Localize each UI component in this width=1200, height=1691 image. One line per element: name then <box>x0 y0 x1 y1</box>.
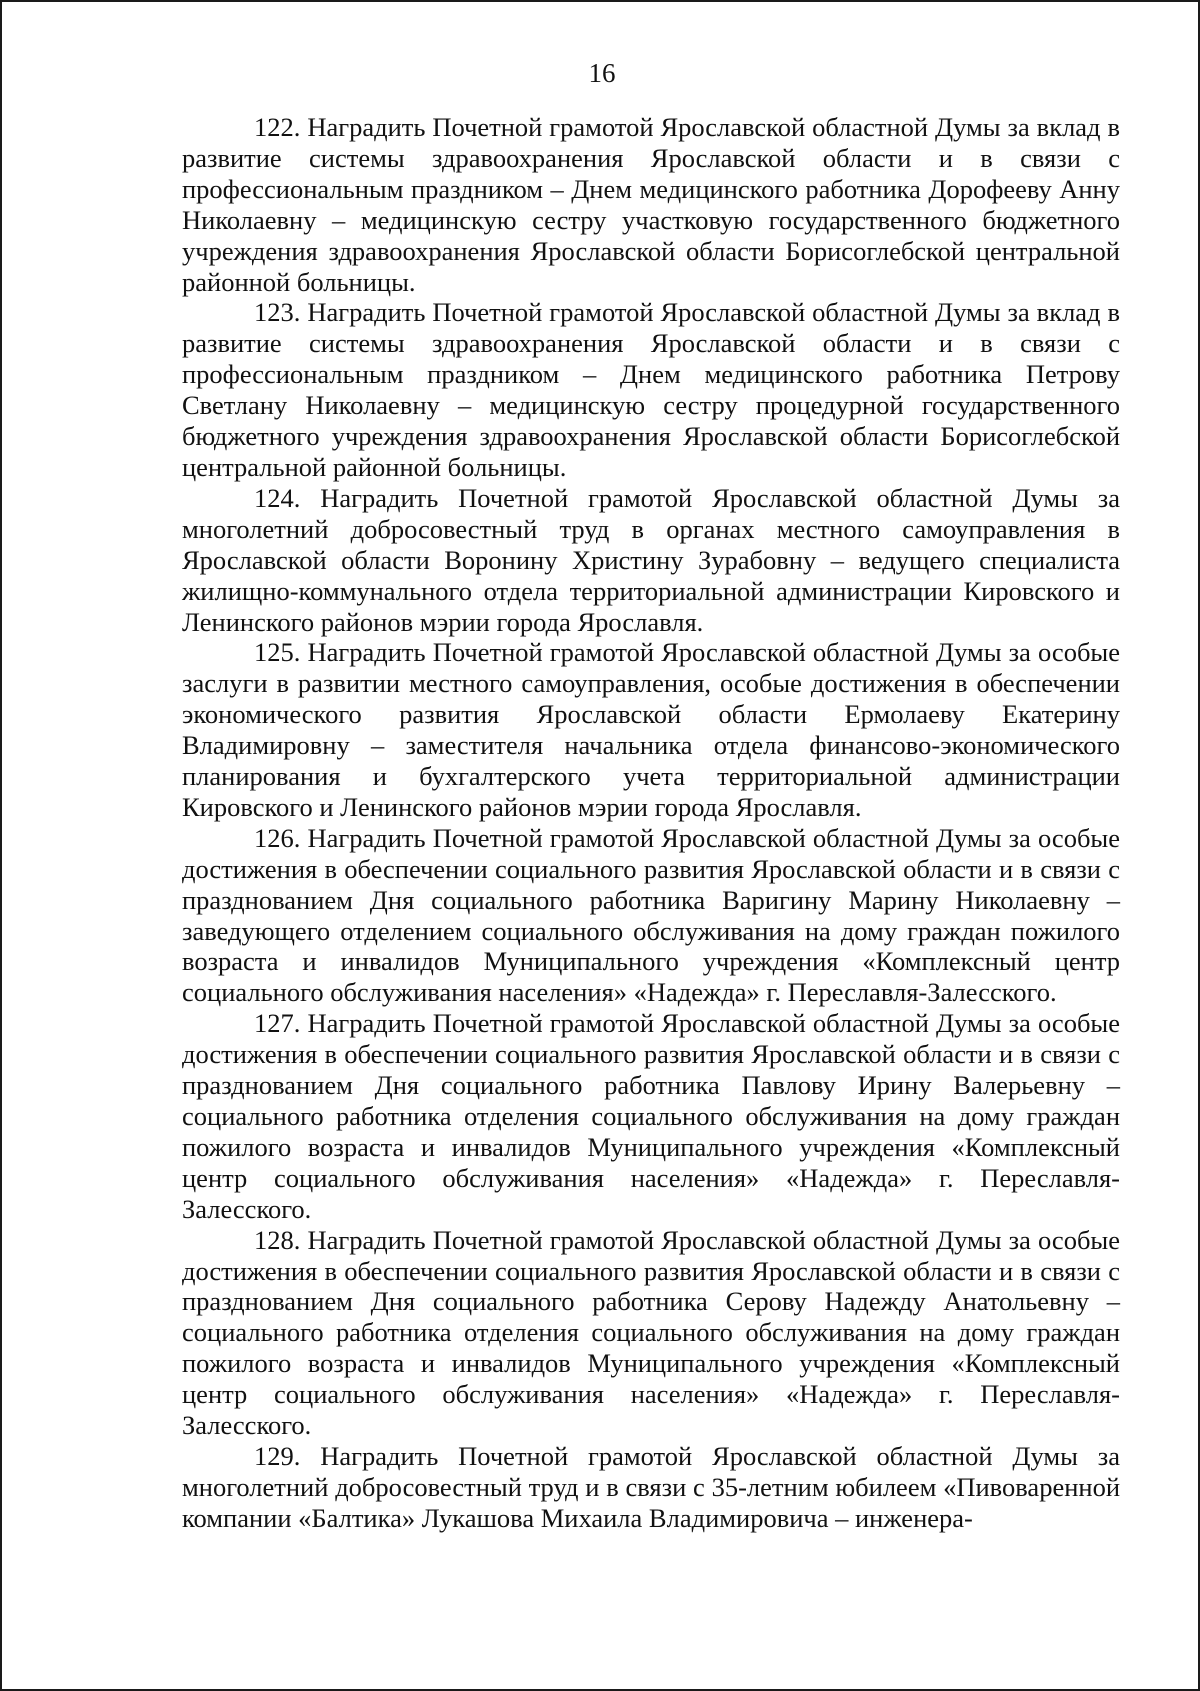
paragraph-128: 128. Наградить Почетной грамотой Ярославской областной Думы за особые достижения в обеспечении социального развития Ярославской области и в связи с празднованием Дня социального работника Серову Надежду Анатольевну – социального работника отделения социального обслуживания на дому граждан пожилого возраста и инвалидов Муниципального учреждения «Комплексный центр социального обслуживания населения» «Надежда» г. Переславля-Залесского. <box>182 1224 1120 1441</box>
paragraph-127: 127. Наградить Почетной грамотой Ярославской областной Думы за особые достижения в обеспечении социального развития Ярославской области и в связи с празднованием Дня социального работника Павлову Ирину Валерьевну – социального работника отделения социального обслуживания на дому граждан пожилого возраста и инвалидов Муниципального учреждения «Комплексный центр социального обслуживания населения» «Надежда» г. Переславля-Залесского. <box>182 1008 1120 1224</box>
paragraph-129: 129. Наградить Почетной грамотой Ярославской областной Думы за многолетний добросовестный труд и в связи с 35-летним юбилеем «Пивоваренной компании «Балтика» Лукашова Михаила Владимировича – инженера- <box>182 1440 1120 1533</box>
paragraph-122: 122. Наградить Почетной грамотой Ярославской областной Думы за вклад в развитие системы здравоохранения Ярославской области и в связи с профессиональным праздником – Днем медицинского работника Дорофееву Анну Николаевну – медицинскую сестру участковую государственного бюджетного учреждения здравоохранения Ярославской области Борисоглебской центральной районной больницы. <box>182 112 1120 297</box>
document-body <box>182 112 1120 1534</box>
paragraph-126: 126. Наградить Почетной грамотой Ярославской областной Думы за особые достижения в обеспечении социального развития Ярославской области и в связи с празднованием Дня социального работника Варигину Марину Николаевну – заведующего отделением социального обслуживания на дому граждан пожилого возраста и инвалидов Муниципального учреждения «Комплексный центр социального обслуживания населения» «Надежда» г. Переславля-Залесского. <box>182 822 1120 1008</box>
paragraph-125: 125. Наградить Почетной грамотой Ярославской областной Думы за особые заслуги в развитии местного самоуправления, особые достижения в обеспечении экономического развития Ярославской области Ермолаеву Екатерину Владимировну – заместителя начальника отдела финансово-экономического планирования и бухгалтерского учета территориальной администрации Кировского и Ленинского районов мэрии города Ярославля. <box>182 637 1120 822</box>
page-number: 16 <box>588 58 616 88</box>
paragraph-124: 124. Наградить Почетной грамотой Ярославской областной Думы за многолетний добросовестный труд в органах местного самоуправления в Ярославской области Воронину Христину Зурабовну – ведущего специалиста жилищно-коммунального отдела территориальной администрации Кировского и Ленинского районов мэрии города Ярославля. <box>182 482 1120 637</box>
paragraph-123: 123. Наградить Почетной грамотой Ярославской областной Думы за вклад в развитие системы здравоохранения Ярославской области и в связи с профессиональным праздником – Днем медицинского работника Петрову Светлану Николаевну – медицинскую сестру процедурной государственного бюджетного учреждения здравоохранения Ярославской области Борисоглебской центральной районной больницы. <box>182 297 1120 482</box>
